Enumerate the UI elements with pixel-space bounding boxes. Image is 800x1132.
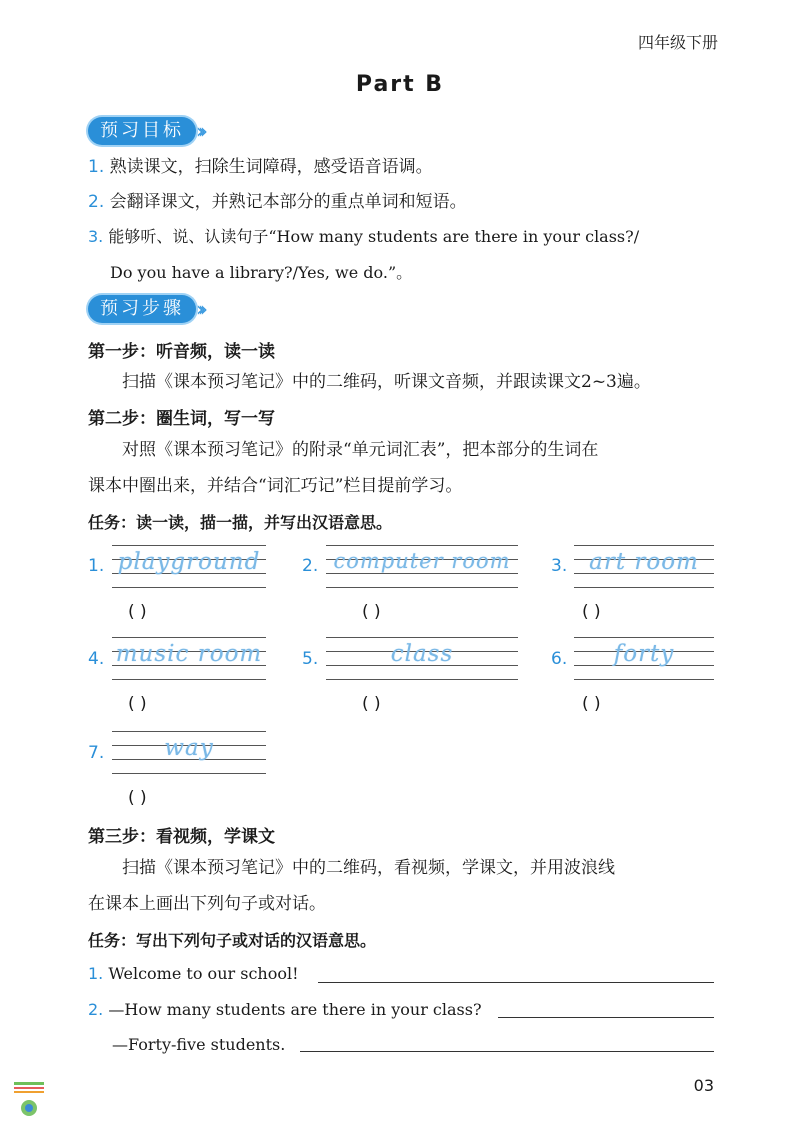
- answer-line-2[interactable]: [498, 1017, 714, 1018]
- step3-body-2: 在课本上画出下列句子或对话。: [88, 894, 326, 914]
- answer-paren-4[interactable]: ( ): [128, 694, 147, 714]
- steps-pill: 预习步骤: [88, 295, 196, 323]
- sentence-3: —Forty-five students.: [112, 1035, 286, 1054]
- goal-3-continued: Do you have a library?/Yes, we do.”。: [110, 263, 413, 282]
- answer-paren-3[interactable]: ( ): [582, 602, 601, 622]
- step2-body-1: 对照《课本预习笔记》的附录“单元词汇表”，把本部分的生词在: [122, 440, 599, 460]
- answer-line-1[interactable]: [318, 982, 714, 983]
- word-num-4: 4.: [88, 649, 105, 669]
- step2-body-2: 课本中圈出来，并结合“词汇巧记”栏目提前学习。: [88, 476, 463, 496]
- word-box-2: [326, 545, 518, 589]
- steps-heading: [88, 295, 202, 323]
- word-num-2: 2.: [302, 556, 319, 576]
- chevrons-icon: ›››: [196, 119, 202, 143]
- handwritten-word: art room: [589, 549, 699, 575]
- goal-2: 2. 会翻译课文，并熟记本部分的重点单词和短语。: [88, 192, 467, 212]
- step3-body-1: 扫描《课本预习笔记》中的二维码，看视频，学课文，并用波浪线: [122, 858, 615, 878]
- step3-task: 任务：写出下列句子或对话的汉语意思。: [88, 931, 377, 950]
- handwritten-word: class: [390, 641, 454, 667]
- sentence-1: 1. Welcome to our school!: [88, 964, 299, 983]
- word-num-6: 6.: [551, 649, 568, 669]
- word-box-6: [574, 637, 714, 681]
- word-box-5: [326, 637, 518, 681]
- goal-1: 1. 熟读课文，扫除生词障碍，感受语音语调。: [88, 157, 433, 177]
- sentence-2: 2. —How many students are there in your class?: [88, 1000, 482, 1019]
- answer-paren-1[interactable]: ( ): [128, 602, 147, 622]
- answer-paren-7[interactable]: ( ): [128, 788, 147, 808]
- handwritten-word: playground: [117, 549, 261, 575]
- publisher-logo-icon: [12, 1080, 46, 1120]
- answer-paren-5[interactable]: ( ): [362, 694, 381, 714]
- handwritten-word: way: [164, 735, 214, 761]
- grade-label: 四年级下册: [637, 33, 718, 52]
- word-box-7: [112, 731, 266, 775]
- handwritten-word: music room: [115, 641, 263, 667]
- answer-line-3[interactable]: [300, 1051, 714, 1052]
- goals-pill: 预习目标: [88, 117, 196, 145]
- word-box-3: [574, 545, 714, 589]
- step3-title: 第三步：看视频，学课文: [88, 827, 275, 847]
- page-number: 03: [693, 1076, 714, 1095]
- step2-task: 任务：读一读，描一描，并写出汉语意思。: [88, 513, 393, 532]
- handwritten-word: forty: [613, 641, 675, 667]
- step1-body: 扫描《课本预习笔记》中的二维码，听课文音频，并跟读课文2~3遍。: [122, 372, 651, 392]
- word-box-1: [112, 545, 266, 589]
- goals-heading: [88, 117, 202, 145]
- goal-3: 3. 能够听、说、认读句子“How many students are there in your class?/: [88, 227, 640, 246]
- word-num-1: 1.: [88, 556, 105, 576]
- word-box-4: [112, 637, 266, 681]
- answer-paren-6[interactable]: ( ): [582, 694, 601, 714]
- handwritten-word: computer room: [333, 549, 511, 573]
- word-num-3: 3.: [551, 556, 568, 576]
- page-title: Part B: [355, 72, 445, 97]
- answer-paren-2[interactable]: ( ): [362, 602, 381, 622]
- word-num-5: 5.: [302, 649, 319, 669]
- step1-title: 第一步：听音频，读一读: [88, 342, 275, 362]
- step2-title: 第二步：圈生词，写一写: [88, 409, 275, 429]
- chevrons-icon: ›››: [196, 297, 202, 321]
- word-num-7: 7.: [88, 743, 105, 763]
